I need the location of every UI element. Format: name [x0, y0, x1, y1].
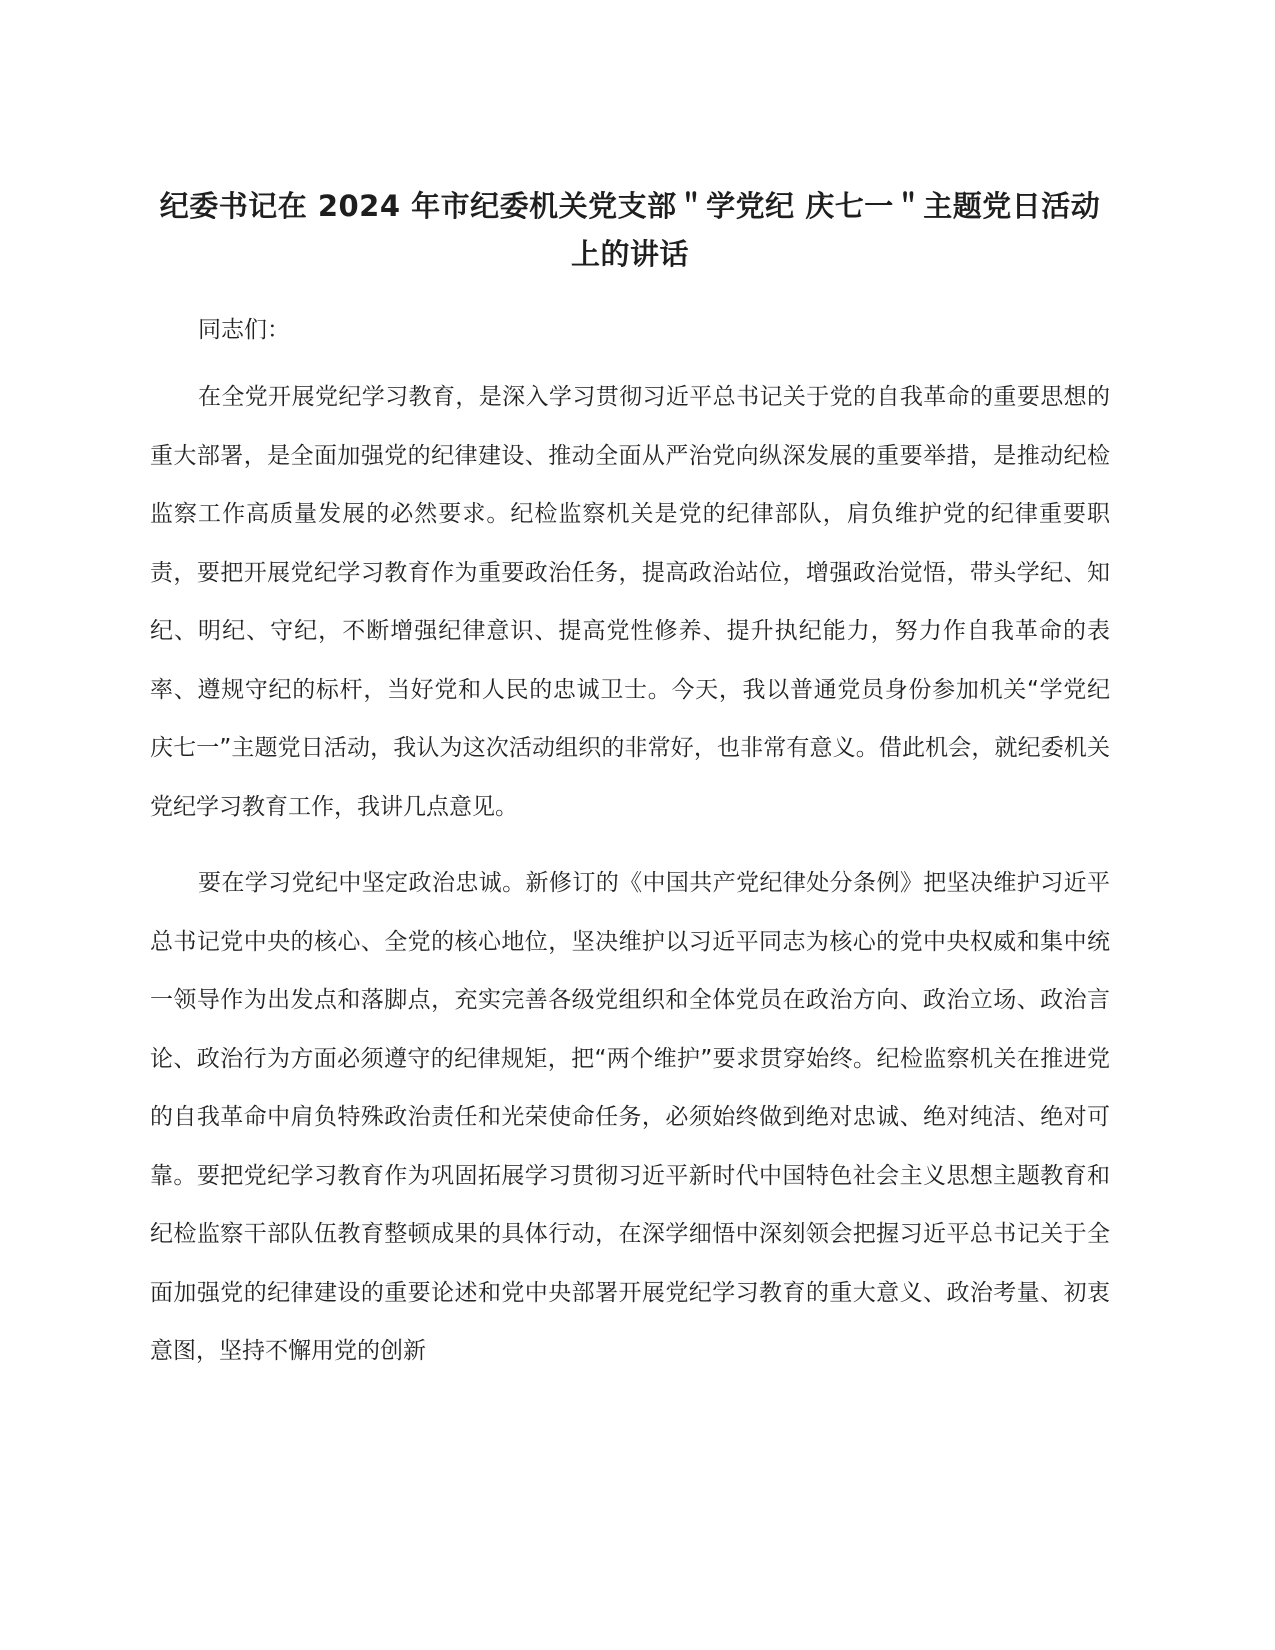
- document-title: 纪委书记在 2024 年市纪委机关党支部＂学党纪 庆七一＂主题党日活动上的讲话: [159, 189, 1101, 271]
- document-page: [150, 182, 1110, 1381]
- salutation: 同志们：: [198, 317, 290, 343]
- paragraph-1: 在全党开展党纪学习教育，是深入学习贯彻习近平总书记关于党的自我革命的重要思想的重大部署，是全面加强党的纪律建设、推动全面从严治党向纵深发展的重要举措，是推动纪检监察工作高质量发展的必然要求。纪检监察机关是党的纪律部队，肩负维护党的纪律重要职责，要把开展党纪学习教育作为重要政治任务，提高政治站位，增强政治觉悟，带头学纪、知纪、明纪、守纪，不断增强纪律意识、提高党性修养、提升执纪能力，努力作自我革命的表率、遵规守纪的标杆，当好党和人民的忠诚卫士。今天，我以普通党员身份参加机关“学党纪 庆七一”主题党日活动，我认为这次活动组织的非常好，也非常有意义。借此机会，就纪委机关党纪学习教育工作，我讲几点意见。: [150, 384, 1110, 820]
- paragraph-2: 要在学习党纪中坚定政治忠诚。新修订的《中国共产党纪律处分条例》把坚决维护习近平总书记党中央的核心、全党的核心地位，坚决维护以习近平同志为核心的党中央权威和集中统一领导作为出发点和落脚点，充实完善各级党组织和全体党员在政治方向、政治立场、政治言论、政治行为方面必须遵守的纪律规矩，把“两个维护”要求贯穿始终。纪检监察机关在推进党的自我革命中肩负特殊政治责任和光荣使命任务，必须始终做到绝对忠诚、绝对纯洁、绝对可靠。要把党纪学习教育作为巩固拓展学习贯彻习近平新时代中国特色社会主义思想主题教育和纪检监察干部队伍教育整顿成果的具体行动，在深学细悟中深刻领会把握习近平总书记关于全面加强党的纪律建设的重要论述和党中央部署开展党纪学习教育的重大意义、政治考量、初衷意图，坚持不懈用党的创新: [150, 870, 1110, 1364]
